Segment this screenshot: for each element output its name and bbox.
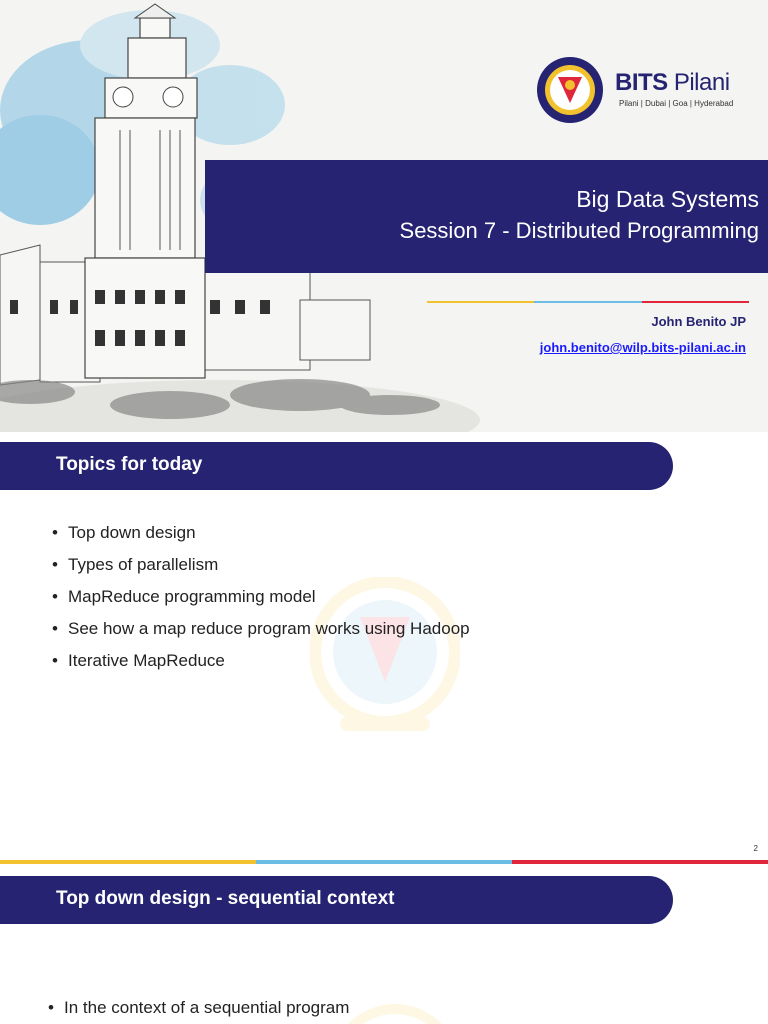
- list-item: • Iterative MapReduce: [52, 648, 470, 680]
- list-item: • See how a map reduce program works using Hadoop: [52, 616, 470, 648]
- topics-list: [52, 520, 470, 680]
- bits-seal-icon: [535, 55, 605, 125]
- bits-pilani-logo: [535, 55, 765, 135]
- topics-slide: [0, 432, 768, 864]
- slide-heading: Topics for today: [56, 454, 203, 475]
- title-slide: [0, 0, 768, 432]
- list-item: • Top down design: [52, 520, 470, 552]
- logo-campuses: Pilani | Dubai | Goa | Hyderabad: [619, 99, 734, 108]
- author-email-link[interactable]: john.benito@wilp.bits-pilani.ac.in: [539, 340, 746, 355]
- page-number: 2: [753, 844, 758, 853]
- list-item: • In the context of a sequential program: [48, 998, 349, 1018]
- course-title: Big Data Systems: [576, 186, 759, 212]
- slide-heading: Top down design - sequential context: [56, 888, 395, 909]
- author-name: John Benito JP: [651, 314, 746, 329]
- logo-name: BITS Pilani: [615, 69, 730, 96]
- list-item: • Types of parallelism: [52, 552, 470, 584]
- slide-heading-bar: [0, 876, 673, 924]
- bits-watermark-icon: [330, 1004, 460, 1024]
- slide-heading-bar: [0, 442, 673, 490]
- title-band: [205, 160, 768, 273]
- tricolor-divider: [427, 301, 749, 303]
- session-title: Session 7 - Distributed Programming: [399, 218, 759, 243]
- sequential-context-slide: [0, 864, 768, 1024]
- list-item: • MapReduce programming model: [52, 584, 470, 616]
